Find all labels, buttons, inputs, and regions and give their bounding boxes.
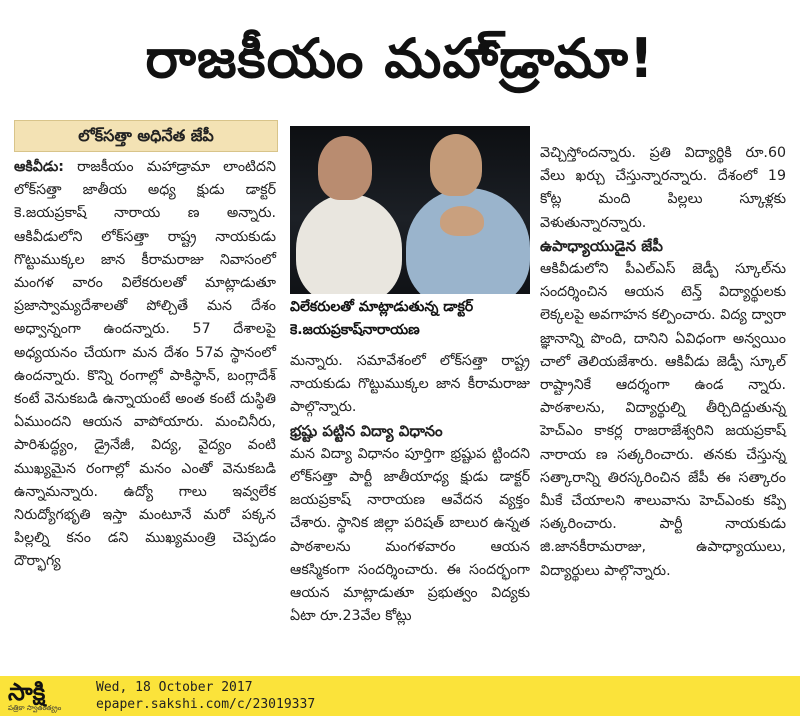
epaper-url[interactable]: epaper.sakshi.com/c/23019337 [96, 697, 316, 712]
person-right-head [430, 134, 482, 196]
subhead-teacher-jp: ఉపాధ్యాయుడైన జేపీ [540, 236, 663, 255]
article-column-1 [14, 156, 276, 574]
person-right-hands [440, 206, 484, 236]
column-2-text: మన్నారు. సమావేశంలో లోక్‌సత్తా రాష్ట్ర నాయకుడు గొట్టుముక్కల జాన కీరామరాజు పాల్గొన్నారు. [290, 353, 530, 416]
article-photo [290, 126, 530, 294]
logo-text: సాక్షి [8, 678, 46, 706]
article-column-3 [540, 142, 786, 583]
person-left-head [318, 136, 372, 200]
article-column-2 [290, 350, 530, 628]
photo-caption: విలేకరులతో మాట్లాడుతున్న డాక్టర్ కె.జయప్రకాష్‌నారాయణ [290, 299, 474, 338]
column-3-text-continued: ఆకివీడులోని పీఎల్ఎస్ జెడ్పీ స్కూల్‌ను సందర్శించిన ఆయన టెన్త్ విద్యార్థులకు లెక్కలపై అవగాహన కల్పించారు. విద్య ద్వారా జ్ఞానాన్ని పొంది, దానిని ఏవిధంగా అన్వయిం చాలో తెలియజేశారు. ఆకివీడు జెడ్పీ స్కూల్ రాష్ట్రానికే ఆదర్శంగా ఉండ న్నారు. పాఠశాలను, విద్యార్థుల్ని తీర్చిదిద్దుతున్న హెచ్ఎం కాకర్ల రాజరాజేశ్వరిని జయప్రకాష్ నారాయ ణ సత్కరించారు. తనకు చేస్తున్న సత్కారాన్ని తిరస్కరించిన జేపీ ఈ సత్కారం మీకే చేయాలని శాలువాను హెచ్ఎంకు కప్పి సత్కరించారు. పార్టీ నాయకుడు జి.జానకీరామరాజు, ఉపాధ్యాయులు, విద్యార్థులు పాల్గొన్నారు. [540, 261, 786, 579]
column-1-text: రాజకీయం మహాడ్రామా లాంటిదని లోక్‌సత్తా జాతీయ అధ్య క్షుడు డాక్టర్ కె.జయప్రకాష్ నారాయ ణ అన్నారు. ఆకివీడులోని లోక్‌సత్తా రాష్ట్ర నాయకుడు గొట్టుముక్కల జాన కీరామరాజు నివాసంలో మంగళ వారం విలేకరులతో మాట్లాడుతూ ప్రజాస్వామ్యదేశాలతో పోల్చితే మన దేశం అధ్వాన్నంగా ఉందన్నారు. 57 దేశాలపై అధ్యయనం చేయగా మన దేశం 57వ స్థానంలో ఉందన్నారు. కొన్ని రంగాల్లో పాకిస్థాన్, బంగ్లాదేశ్ కంటే వెనుకబడి ఉన్నాయంటే అంత కంటే దుస్థితి ఏముందని ఆయన వాపోయారు. మంచినీరు, పారిశుద్ధ్యం, డ్రైనేజీ, విద్య, వైద్యం వంటి ముఖ్యమైన రంగాల్లో మనం ఎంతో వెనుకబడి ఉన్నామన్నారు. ఉద్యో గాలు ఇవ్వలేక నిరుద్యోగభృతి ఇస్తా మంటూనే మరో పక్కన పిల్లల్ని కనం డని ముఖ్యమంత్రి చెప్పడం దౌర్భాగ్య [14, 159, 276, 570]
person-right-figure [406, 188, 530, 294]
sakshi-logo [8, 680, 84, 712]
headline: రాజకీయం మహా్డ్రామా! [145, 27, 655, 90]
person-left-figure [296, 194, 402, 294]
column-2-text-continued: మన విద్యా విధానం పూర్తిగా భ్రష్టుప ట్టిందని లోక్‌సత్తా పార్టీ జాతీయాధ్య క్షుడు డాక్టర్ జయప్రకాష్ నారాయణ ఆవేదన వ్యక్తం చేశారు. స్థానిక జిల్లా పరిషత్ బాలుర ఉన్నత పాఠశాలను మంగళవారం ఆయన ఆకస్మికంగా సందర్శించారు. ఈ సందర్భంగా ఆయన మాట్లాడుతూ ప్రభుత్వం విద్యకు ఏటా రూ.23వేల కోట్లు [290, 445, 530, 625]
publication-date: Wed, 18 October 2017 [96, 680, 253, 695]
column-3-text: వెచ్చిస్తోందన్నారు. ప్రతి విద్యార్థికి రూ.60 వేలు ఖర్చు చేస్తున్నారన్నారు. దేశంలో 19 కోట్ల మంది పిల్లలు స్కూళ్లకు వెళుతున్నారన్నారు. [540, 145, 786, 231]
subhead-education: భ్రష్టు పట్టిన విద్యా విధానం [290, 421, 443, 440]
byline-banner: లోక్‌సత్తా అధినేత జేపీ [14, 120, 278, 152]
logo-subtext: పత్రికా స్వాతంత్య్రం [8, 704, 62, 712]
dateline: ఆకివీడు: [14, 159, 64, 175]
